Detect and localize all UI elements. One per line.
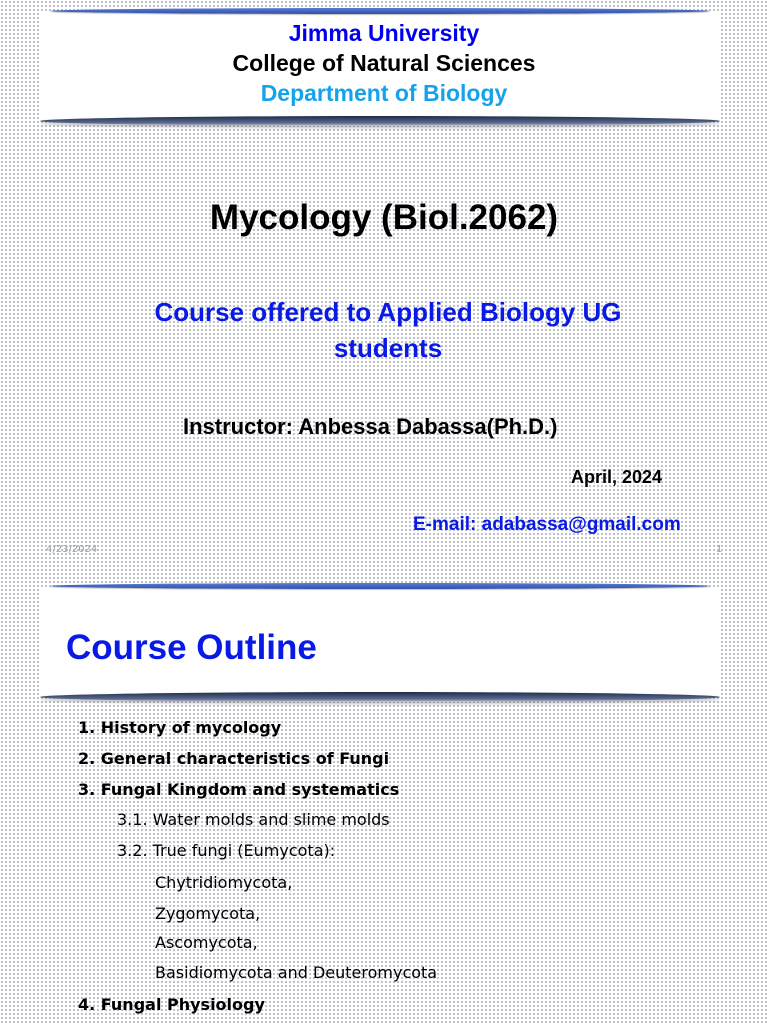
slide1-footer-date: 4/23/2024 — [46, 544, 98, 555]
list-item: 3.1. Water molds and slime molds — [117, 810, 390, 829]
subtitle-line-2: students — [333, 333, 443, 363]
slide1-header — [0, 18, 768, 108]
outline-title: Course Outline — [66, 628, 317, 667]
list-item: Zygomycota, — [155, 904, 261, 923]
list-item: 4. Fungal Physiology — [78, 995, 265, 1014]
list-item: Ascomycota, — [155, 933, 258, 952]
list-item: 2. General characteristics of Fungi — [78, 749, 390, 768]
department-name: Department of Biology — [260, 80, 508, 106]
slide1-top-bar — [50, 8, 710, 14]
instructor-name: Instructor: Anbessa Dabassa(Ph.D.) — [183, 414, 558, 439]
list-item: Basidiomycota and Deuteromycota — [155, 963, 438, 982]
list-item: 1. History of mycology — [78, 718, 282, 737]
subtitle-line-1: Course offered to Applied Biology UG — [154, 297, 622, 327]
list-item: 3. Fungal Kingdom and systematics — [78, 780, 400, 799]
slide2-header-divider — [40, 692, 720, 702]
course-subtitle — [80, 294, 696, 366]
slide1-page-number: 1 — [716, 544, 723, 555]
instructor-email: E-mail: adabassa@gmail.com — [413, 514, 681, 535]
course-date: April, 2024 — [571, 467, 663, 487]
slide2-top-bar — [50, 583, 710, 589]
course-title: Mycology (Biol.2062) — [209, 198, 559, 237]
list-item: 3.2. True fungi (Eumycota): — [117, 841, 336, 860]
slide1-header-divider — [40, 116, 720, 126]
college-name: College of Natural Sciences — [232, 50, 536, 76]
university-name: Jimma University — [288, 20, 480, 46]
list-item: Chytridiomycota, — [155, 873, 293, 892]
